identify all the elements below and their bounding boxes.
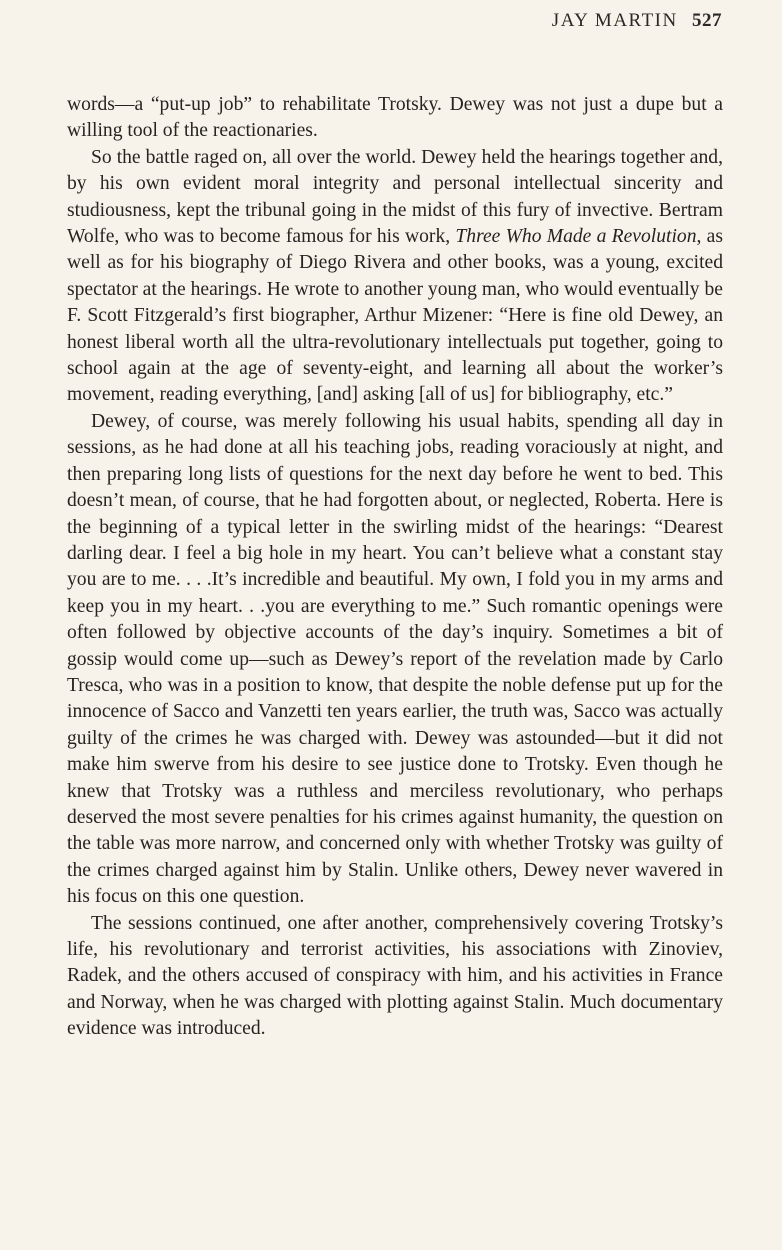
paragraph bbox=[67, 92, 723, 145]
paragraph bbox=[67, 145, 723, 409]
paragraph-text: Dewey, of course, was merely following his usual habits, spending all day in sessions, as he had done at all his teaching jobs, reading voraciously at night, and then preparing long lists of questions for the next day before he went to bed. This doesn’t mean, of course, that he had forgotten about, or neglected, Roberta. Here is the beginning of a typical letter in the swirling midst of the hearings: “Dearest darling dear. I feel a big hole in my heart. You can’t believe what a constant stay you are to me. . . .It’s incredible and beautiful. My own, I fold you in my arms and keep you in my heart. . .you are everything to me.” Such romantic openings were often followed by objective accounts of the day’s inquiry. Sometimes a bit of gossip would come up—such as Dewey’s report of the revelation made by Carlo Tresca, who was in a position to know, that despite the noble defense put up for the innocence of Sacco and Vanzetti ten years earlier, the truth was, Sacco was actually guilty of the crimes he was charged with. Dewey was astounded—but it did not make him swerve from his desire to see justice done to Trotsky. Even though he knew that Trotsky was a ruthless and merciless revolutionary, who perhaps deserved the most severe penalties for his crimes against humanity, the question on the table was more narrow, and concerned only with whether Trotsky was guilty of the crimes charged against him by Stalin. Unlike others, Dewey never wavered in his focus on this one question. bbox=[67, 410, 723, 908]
running-head-author: JAY MARTIN bbox=[551, 10, 678, 31]
paragraph-text: So the battle raged on, all over the world. Dewey held the hearings together and, by his own evident moral integrity and personal intellectual sincerity and studiousness, kept the tribunal going in the midst of this fury of invective. Bertram Wolfe, who was to become famous for his work, bbox=[67, 146, 723, 248]
running-head bbox=[552, 10, 722, 32]
body-text bbox=[67, 92, 723, 1043]
page-number: 527 bbox=[692, 10, 722, 31]
paragraph-text: , as well as for his biography of Diego Rivera and other books, was a young, excited spectator at the hearings. He wrote to another young man, who would eventually be F. Scott Fitzgerald’s first biographer, Arthur Mizener: “Here is fine old Dewey, an honest liberal worth all the ultra-revolutionary intellectuals put together, going to school again at the age of seventy-eight, and learning all about the worker’s movement, reading everything, [and] asking [all of us] for bibliography, etc.” bbox=[67, 226, 723, 406]
paragraph-text: words—a “put-up job” to rehabilitate Trotsky. Dewey was not just a dupe but a willing tool of the reactionaries. bbox=[67, 94, 723, 142]
paragraph bbox=[67, 911, 723, 1043]
paragraph bbox=[67, 409, 723, 911]
paragraph-text: The sessions continued, one after another, comprehensively covering Trotsky’s life, his revolutionary and terrorist activities, his associations with Zinoviev, Radek, and the others accused of conspiracy with him, and his activities in France and Norway, when he was charged with plotting against Stalin. Much documentary evidence was introduced. bbox=[67, 912, 723, 1040]
book-title: Three Who Made a Revolution bbox=[455, 226, 697, 248]
